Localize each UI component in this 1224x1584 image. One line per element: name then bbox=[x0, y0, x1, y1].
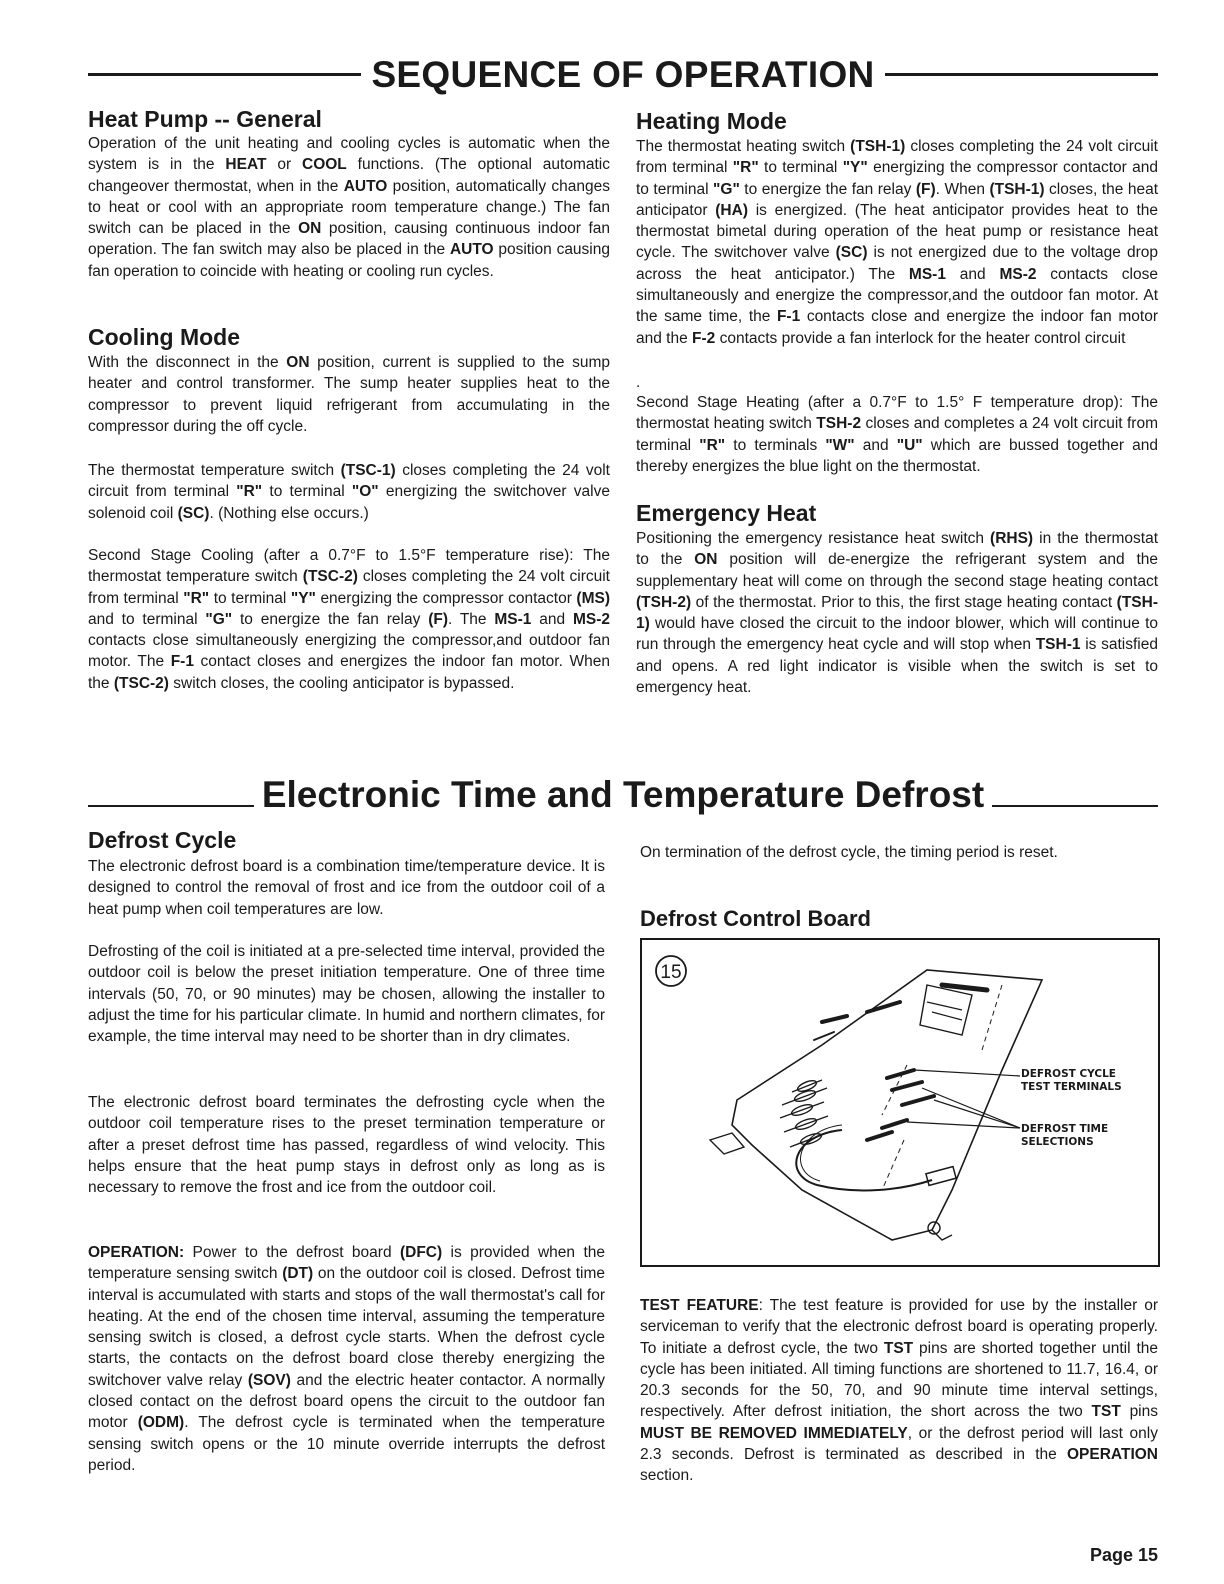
heat-pump-general-text: Operation of the unit heating and cooling cycles is automatic when the system is in the HEAT or COOL functions. (The optional automatic changeover thermostat, when in the AUTO position, automatically changes to heat or cool with an appropriate room temperature change.) The fan switch can be placed in the ON position, causing continuous indoor fan operation. The fan switch may also be placed in the AUTO position causing fan operation to coincide with heating or cooling run cycles. bbox=[88, 135, 611, 280]
defrost-board-figure bbox=[640, 938, 1160, 1267]
sequence-of-operation-header bbox=[88, 56, 1158, 93]
leader-time-sel-1 bbox=[922, 1088, 1020, 1128]
defrost-control-board-heading: Defrost Control Board bbox=[640, 906, 871, 931]
cooling-mode-text-3: Second Stage Cooling (after a 0.7°F to 1.5°F temperature rise): The thermostat temperature switch (TSC-2) closes completing the 24 volt circuit from terminal "R" to terminal "Y" energizing the compressor contactor (MS) and to terminal "G" to energize the fan relay (F). The MS-1 and MS-2 contacts close simultaneously energizing the compressor,and outdoor fan motor. The F-1 contact closes and energizes the indoor fan motor. When the (TSC-2) switch closes, the cooling anticipator is bypassed. bbox=[88, 547, 610, 692]
cooling-mode-text-1: With the disconnect in the ON position, current is supplied to the sump heater and control transformer. The sump heater supplies heat to the compressor to prevent liquid refrigerant from accumulating in the compressor during the off cycle. bbox=[88, 354, 610, 435]
defrost-board-illustration bbox=[642, 940, 1158, 1265]
header-rule-right bbox=[992, 805, 1158, 807]
heat-pump-general-heading: Heat Pump -- General bbox=[88, 106, 322, 132]
cooling-mode-text-2: The thermostat temperature switch (TSC-1) closes completing the 24 volt circuit from terminal "R" to terminal "O" energizing the switchover valve solenoid coil (SC). (Nothing else occurs.) bbox=[88, 462, 610, 522]
callout-test-terminals: TEST TERMINALS bbox=[1021, 1081, 1122, 1093]
header-rule-left bbox=[88, 73, 361, 76]
leader-test-terminals bbox=[914, 1070, 1020, 1076]
test-feature-text: TEST FEATURE: The test feature is provided for use by the installer or serviceman to verify that the electronic defrost board is operating properly. To initiate a defrost cycle, the two TST pins are shorted together until the cycle has been initiated. All timing functions are shortened to 11.7, 16.4, or 20.3 seconds for the 50, 70, and 90 minute time interval settings, respectively. After defrost initiation, the short across the two TST pins MUST BE REMOVED IMMEDIATELY, or the defrost period will last only 2.3 seconds. Defrost is terminated as described in the OPERATION section. bbox=[640, 1297, 1159, 1485]
defrost-section-header bbox=[88, 776, 1158, 813]
heating-mode-text-2: Second Stage Heating (after a 0.7°F to 1.5° F temperature drop): The thermostat heating switch TSH-2 closes and completes a 24 volt circuit from terminal "R" to terminals "W" and "U" which are bussed together and thereby energizes the blue light on the thermostat. bbox=[636, 394, 1159, 475]
harness-wire bbox=[796, 1130, 932, 1190]
defrost-cycle-text-1: The electronic defrost board is a combination time/temperature device. It is designed to control the removal of frost and ice from the outdoor coil of a heat pump when coil temperatures are low. bbox=[88, 858, 605, 918]
resistor-array bbox=[780, 1079, 832, 1147]
defrost-cycle-text-2: Defrosting of the coil is initiated at a pre-selected time interval, provided the outdoor coil is below the preset initiation temperature. One of three time intervals (50, 70, or 90 minutes) may be chosen, allowing the installer to adjust the time for his particular climate. In humid and northern climates, for example, the time interval may need to be shorter than in dry climates. bbox=[88, 943, 605, 1046]
emergency-heat-heading: Emergency Heat bbox=[636, 500, 817, 526]
heating-mode-heading: Heating Mode bbox=[636, 108, 787, 134]
pin-headers bbox=[867, 1070, 934, 1140]
defrost-cycle-heading: Defrost Cycle bbox=[88, 827, 237, 853]
callout-defrost-cycle: DEFROST CYCLE bbox=[1021, 1068, 1116, 1080]
heating-mode-text-1: The thermostat heating switch (TSH-1) closes completing the 24 volt circuit from terminal "R" to terminal "Y" energizing the compressor contactor and to terminal "G" to energize the fan relay (F). When (TSH-1) closes, the heat anticipator (HA) is energized. (The heat anticipator provides heat to the thermostat bimetal during operation of the heat pump or resistance heat cycle. The switchover valve (SC) is not energized due to the voltage drop across the heat anticipator.) The MS-1 and MS-2 contacts close simultaneously and energize the compressor,and the outdoor fan motor. At the same time, the F-1 contacts close and energize the indoor fan motor and the F-2 contacts provide a fan interlock for the heater control circuit bbox=[636, 138, 1158, 347]
termination-note: On termination of the defrost cycle, the timing period is reset. bbox=[640, 844, 1058, 861]
header-rule-right bbox=[885, 73, 1158, 76]
callout-defrost-time: DEFROST TIME bbox=[1021, 1123, 1109, 1135]
page-number: Page 15 bbox=[1089, 1545, 1158, 1565]
relay-component bbox=[920, 985, 972, 1035]
cooling-mode-heading: Cooling Mode bbox=[88, 324, 241, 350]
page-title: SEQUENCE OF OPERATION bbox=[371, 54, 875, 95]
figure-number: 15 bbox=[660, 962, 682, 983]
defrost-operation-text: OPERATION: Power to the defrost board (DFC) is provided when the temperature sensing switch (DT) on the outdoor coil is closed. Defrost time interval is accumulated with starts and stops of the wall thermostat's call for heating. At the end of the chosen time interval, assuming the temperature sensing switch is closed, a defrost cycle starts. When the defrost cycle starts, the contacts on the defrost board close thereby energizing the switchover valve relay (SOV) and the electric heater contactor. A normally closed contact on the defrost board opens the circuit to the outdoor fan motor (ODM). The defrost cycle is terminated when the temperature sensing switch opens or the 10 minute override interrupts the defrost period. bbox=[88, 1244, 605, 1474]
header-rule-left bbox=[88, 805, 254, 807]
circuit-board-outline bbox=[732, 970, 1042, 1240]
emergency-heat-text: Positioning the emergency resistance heat switch (RHS) in the thermostat to the ON position will de-energize the refrigerant system and the supplementary heat will come on through the second stage heating contact (TSH-2) of the thermostat. Prior to this, the first stage heating contact (TSH-1) would have closed the circuit to the indoor blower, which will continue to run through the emergency heat cycle and will stop when TSH-1 is satisfied and opens. A red light indicator is visible when the switch is set to emergency heat. bbox=[636, 530, 1158, 697]
section-title: Electronic Time and Temperature Defrost bbox=[261, 774, 985, 815]
defrost-cycle-text-3: The electronic defrost board terminates the defrosting cycle when the outdoor coil temperature rises to the preset termination temperature or after a preset defrost time has passed, regardless of wind velocity. This helps ensure that the heat pump stays in defrost only as long as is necessary to remove the frost and ice from the outdoor coil. bbox=[88, 1094, 605, 1197]
stray-period: . bbox=[636, 374, 641, 391]
callout-selections: SELECTIONS bbox=[1021, 1136, 1094, 1148]
